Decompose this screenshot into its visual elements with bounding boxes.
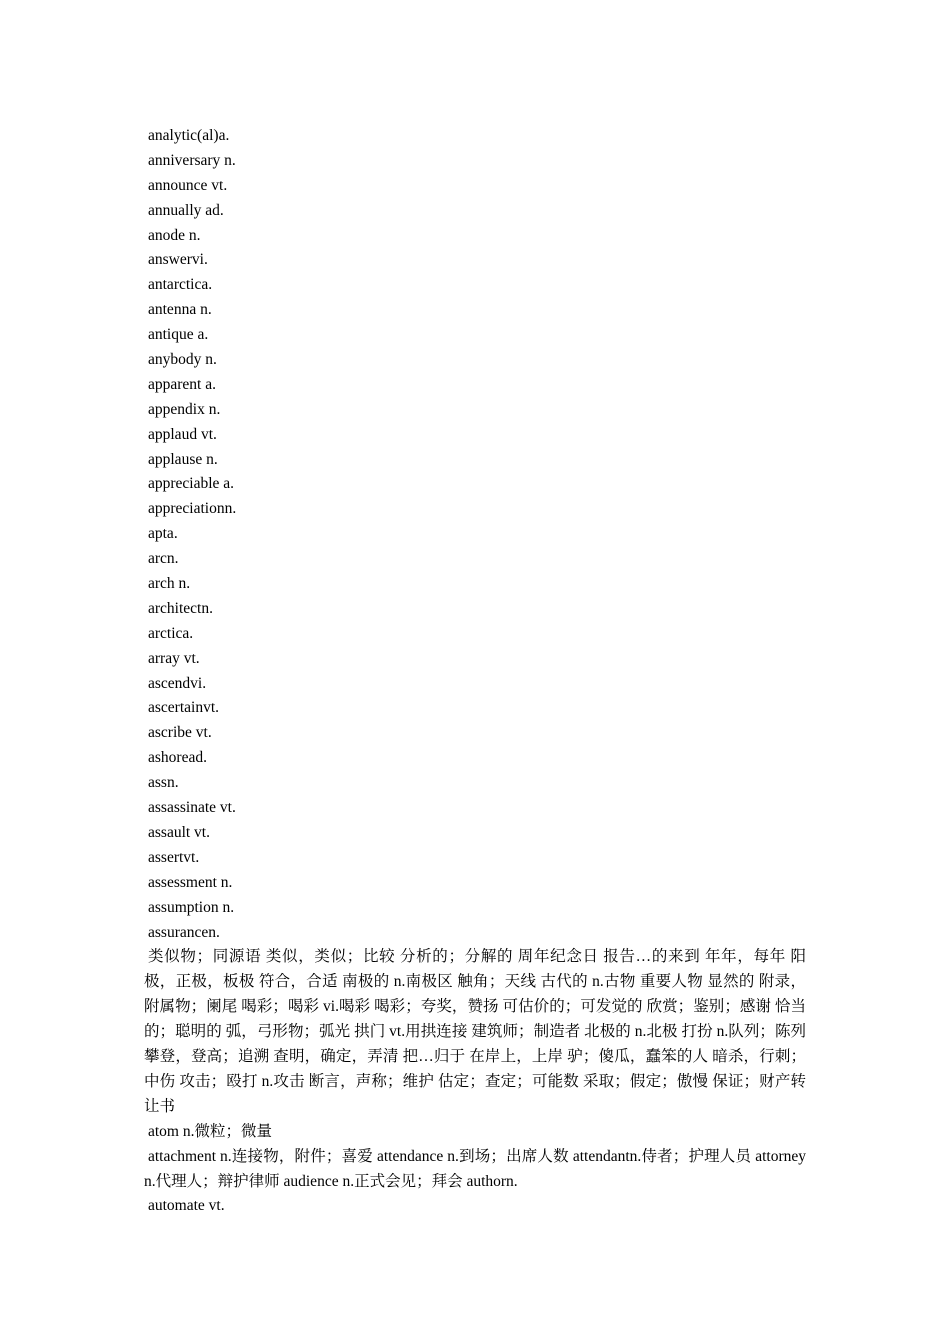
word-entry: apta. <box>148 525 178 543</box>
word-entry: antarctica. <box>148 276 213 294</box>
word-entry: apparent a. <box>148 375 216 393</box>
word-entry: assumption n. <box>148 898 235 916</box>
word-entry: architectn. <box>148 599 213 617</box>
word-entry: antique a. <box>148 326 209 344</box>
document-page <box>144 124 806 1219</box>
atom-line: atom n.微粒；微量 <box>148 1122 272 1140</box>
word-list <box>144 124 806 945</box>
definitions-text: 类似物；同源语 类似，类似；比较 分析的；分解的 周年纪念日 报告…的来到 年年，每年 阳极，正极，板极 符合，合适 南极的 n.南极区 触角；天线 古代的 n.古物 重要人物 显然的 附录，附属物；阑尾 喝彩；喝彩 vi.喝彩 喝彩；夸奖，赞扬 可估价的；可发觉的 欣赏；鉴别；感谢 恰当的；聪明的 弧，弓形物；弧光 拱门 vt.用拱连接 建筑师；制造者 北极的 n.北极 打扮 n.队列；陈列 攀登，登高；追溯 查明，确定，弄清 把…归于 在岸上，上岸 驴；傻瓜，蠢笨的人 暗杀，行刺；中伤 攻击；殴打 n.攻击 断言，声称；维护 估定；查定；可能数 采取；假定；傲慢 保证；财产转让书 <box>144 948 806 1115</box>
word-entry: anniversary n. <box>148 151 236 169</box>
word-entry: arctica. <box>148 624 194 642</box>
word-entry: appreciable a. <box>148 475 235 493</box>
word-entry: applaud vt. <box>148 425 217 443</box>
word-entry: assurancen. <box>148 923 220 941</box>
word-entry: appreciationn. <box>148 500 237 518</box>
word-entry: anode n. <box>148 226 201 244</box>
word-entry: annually ad. <box>148 201 224 219</box>
word-entry: arch n. <box>148 575 191 593</box>
word-entry: ashoread. <box>148 749 207 767</box>
definitions-paragraph <box>144 945 806 1119</box>
word-entry: ascribe vt. <box>148 724 212 742</box>
word-entry: array vt. <box>148 649 200 667</box>
word-entry: antenna n. <box>148 301 212 319</box>
word-entry: anybody n. <box>148 351 217 369</box>
word-entry: assassinate vt. <box>148 799 236 817</box>
word-entry: announce vt. <box>148 176 228 194</box>
automate-line: automate vt. <box>148 1197 225 1215</box>
attachment-text: attachment n.连接物，附件；喜爱 attendance n.到场；出席人数 attendantn.侍者；护理人员 attorney n.代理人；辩护律师 audience n.正式会见；拜会 authorn. <box>144 1147 806 1190</box>
word-entry: applause n. <box>148 450 218 468</box>
word-entry: assn. <box>148 774 179 792</box>
word-entry: assessment n. <box>148 873 233 891</box>
attachment-paragraph <box>144 1145 806 1195</box>
word-entry: arcn. <box>148 550 179 568</box>
word-entry: appendix n. <box>148 400 221 418</box>
word-entry: assertvt. <box>148 848 200 866</box>
word-entry: ascendvi. <box>148 674 207 692</box>
word-entry: answervi. <box>148 251 208 269</box>
word-entry: analytic(al)a. <box>148 127 230 144</box>
word-entry: assault vt. <box>148 823 210 841</box>
word-entry: ascertainvt. <box>148 699 220 717</box>
